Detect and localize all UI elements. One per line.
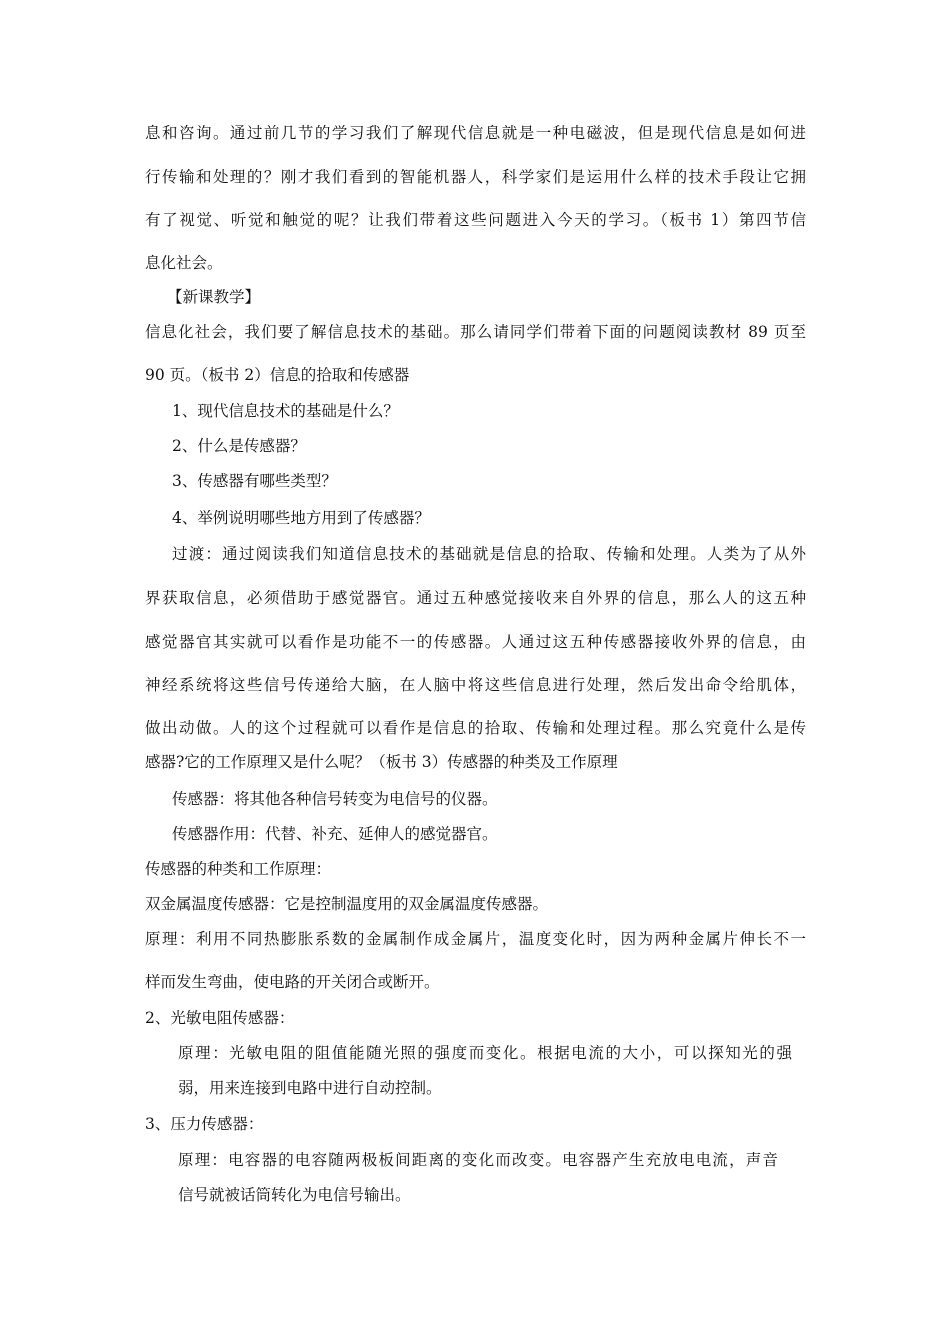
question-2: 2、什么是传感器？	[172, 437, 306, 455]
pressure-principle-line-1: 原理：电容器的电容随两极板间距离的变化而改变。电容器产生充放电电流，声音	[178, 1151, 778, 1169]
intro-line-2: 行传输和处理的？刚才我们看到的智能机器人，科学家们是运用什么样的技术手段让它拥	[145, 168, 806, 186]
photoresistor-principle-line-1: 原理：光敏电阻的阻值能随光照的强度而变化。根据电流的大小，可以探知光的强	[178, 1044, 792, 1062]
bimetal-sensor: 双金属温度传感器：它是控制温度用的双金属温度传感器。	[145, 895, 549, 913]
sensor-function: 传感器作用：代替、补充、延伸人的感觉器官。	[172, 825, 498, 843]
intro-line-3: 有了视觉、听觉和触觉的呢？让我们带着这些问题进入今天的学习。（板书 1）第四节信	[145, 211, 806, 229]
reading-task-line-1: 信息化社会，我们要了解信息技术的基础。那么请同学们带着下面的问题阅读教材 89 页至	[145, 323, 806, 341]
section-heading: 【新课教学】	[167, 288, 261, 306]
transition-line-3: 感觉器官其实就可以看作是功能不一的传感器。人通过这五种传感器接收外界的信息，由	[145, 633, 806, 651]
question-3: 3、传感器有哪些类型？	[172, 472, 337, 490]
photoresistor-heading: 2、光敏电阻传感器：	[145, 1009, 295, 1027]
question-4: 4、举例说明哪些地方用到了传感器？	[172, 509, 430, 527]
question-1: 1、现代信息技术的基础是什么？	[172, 402, 399, 420]
transition-line-1: 过渡：通过阅读我们知道信息技术的基础就是信息的拾取、传输和处理。人类为了从外	[172, 545, 806, 563]
transition-line-5: 做出动做。人的这个过程就可以看作是信息的拾取、传输和处理过程。那么究竟什么是传	[145, 719, 806, 737]
intro-line-4: 息化社会。	[145, 254, 223, 272]
sensor-definition: 传感器：将其他各种信号转变为电信号的仪器。	[172, 790, 498, 808]
transition-line-6: 感器?它的工作原理又是什么呢？（板书 3）传感器的种类及工作原理	[145, 753, 618, 771]
transition-line-4: 神经系统将这些信号传递给大脑，在人脑中将这些信息进行处理，然后发出命令给肌体，	[145, 676, 806, 694]
sensor-types-heading: 传感器的种类和工作原理：	[145, 860, 332, 878]
pressure-sensor-heading: 3、压力传感器：	[145, 1115, 264, 1133]
bimetal-principle-line-1: 原理：利用不同热膨胀系数的金属制作成金属片，温度变化时，因为两种金属片伸长不一	[145, 930, 806, 948]
photoresistor-principle-line-2: 弱，用来连接到电路中进行自动控制。	[178, 1079, 442, 1097]
reading-task-line-2: 90 页。（板书 2）信息的拾取和传感器	[145, 366, 410, 384]
intro-line-1: 息和咨询。通过前几节的学习我们了解现代信息就是一种电磁波，但是现代信息是如何进	[145, 124, 806, 142]
pressure-principle-line-2: 信号就被话筒转化为电信号输出。	[178, 1186, 411, 1204]
bimetal-principle-line-2: 样而发生弯曲，使电路的开关闭合或断开。	[145, 973, 440, 991]
transition-line-2: 界获取信息，必须借助于感觉器官。通过五种感觉接收来自外界的信息，那么人的这五种	[145, 589, 806, 607]
